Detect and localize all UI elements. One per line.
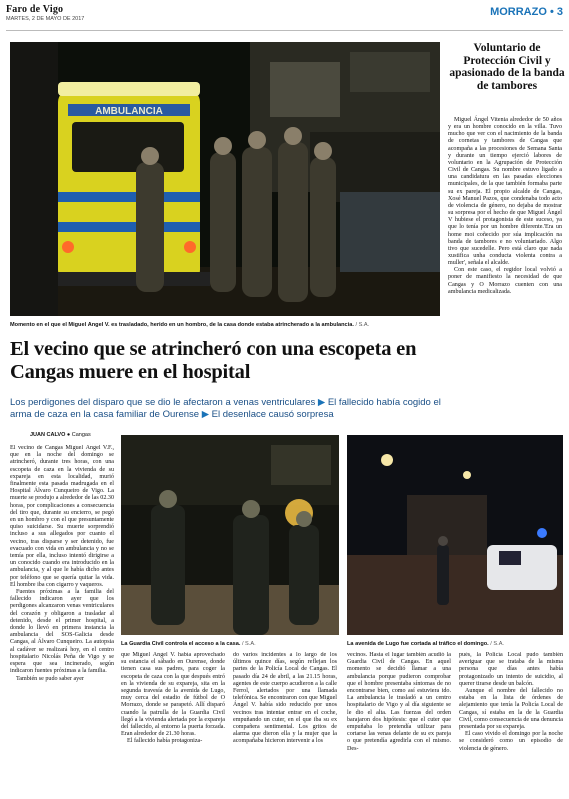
article-paragraph: vecinos. Hasta el lugar también acudió la Guardia Civil de Cangas. En aquel momento se decidió llamar a una ambulancia porque pudieron comprobar que el hombre presentaba síntomas de no encontrarse bien, como así estuviera ido. La ambulancia le trasladó a un centro hospitalario de Vigo y al día siguiente se le dio el alta. Las fuerzas del orden barajaron dos hipótesis: que el cuter que empuñaba lo pretendía utilizar para cortarse las venas delante de su ex pareja o que pretendía agredirla con el mismo. Des- [347,652,451,752]
header-rule [6,30,563,31]
avenida-photo [347,435,563,635]
article-paragraph: que Miguel Ángel V. había aprovechado su estancia el sábado en Ourense, donde tienen casa sus padres, para coger la escopeta de caza con la que después entró en la vivienda de su expareja, sita en la segunda travesía de la avenida de Lugo, muy cerca del estadio de fútbol de O Morrazo, donde se parapetó. Allí disparó cuando la patrulla de la Guardia Civil llegó a la vivienda alertada por la expareja del fallecido, al entorno la puerta forzada. Eran alrededor de 21.30 horas. [121,652,225,738]
article-paragraph: El fallecido había protagoniza- [127,738,203,745]
night-ambulance-scene [10,42,440,316]
avenida-credit: / S.A. [490,641,504,647]
article-paragraph: También se pudo saber ayer [16,675,84,682]
guardia-civil-credit: / S.A. [241,641,256,647]
avenida-scene [347,435,563,635]
main-photo [10,42,440,316]
article-paragraph: Aunque el nombre del fallecido no estaba en la lista de órdenes de alejamiento que tenía la Policía Local de Cangas, sí estaba en la de la Guardia Civil, como consecuencia de una denuncia presentada por su expareja. [459,688,563,731]
article-paragraph: El caso vivido el domingo por la noche se consideró como un episodio de violencia de género. [459,731,563,752]
article-paragraph: El vecino de Cangas Miguel Ángel V.F., que en la noche del domingo se atrincheró, durante tres horas, con una escopeta de caza en la vivienda de su expareja en esta localidad, murió finalmente esta pasada madrugada en el Hospital Álvaro Cunqueiro de Vigo. La muerte se produjo a alrededor de las 02.30 horas, por complicaciones a consecuencia del tiro que, durante su encierro, se pegó en un hombro y con el que presuntamente quiso suicidarse. Su muerte sorprendió incluso a sus allegados por cuanto el vecino, tras disparse y ser detenido, fue evacuado con vida en ambulancia y no se temía por ella, incluso intentó dirigirse a un conocido cuando era introducido en la ambulancia, y al que le había dicho antes por teléfono que se quería quitar la vida. El hombre iba con cigarro y vaqueros. [10,445,114,588]
section-label: MORRAZO • 3 [490,6,563,18]
article-column-2 [121,652,225,797]
main-photo-caption-text: Momento en el que el Miguel Ángel V. es trasladado, herido en un hombro, de la casa donde estaba atrincherado a la ambulancia. [10,322,354,328]
page-header [0,0,569,34]
newspaper-brand: Faro de Vigo [6,4,64,15]
main-photo-caption [10,322,450,329]
avenida-caption [347,641,565,648]
byline-author: JUAN CALVO [30,432,66,438]
triangle-icon: ▶ [201,408,209,420]
subhead-part-1: Los perdigones del disparo que se dio le afectaron a venas ventriculares [10,397,316,408]
article-paragraph: Fuentes próximas a la familia del fallecido indicaron ayer que los perdigones alcanzaron venas ventriculares del corazón y obligaron a trasladar al detenido, desde el primer hospital, a donde lo llevó en primera instancia la ambulancia del SOS-Galicia desde Cangas, al Álvaro Cunqueiro. La autopsia al cadáver se realizará hoy, en el centro hospitalario Nicolás Peña de Vigo y se espera que sea incinerado, según indicaron fuentes próximas a la familia. [10,589,114,675]
byline-place: Cangas [71,432,91,438]
subhead-part-3: El desenlace causó sorpresa [211,408,334,420]
bullet-icon: ● [66,432,71,438]
subhead-part-2: El fallecido había cogido el arma de caza en la casa familiar de Ourense [10,397,441,420]
article-column-5 [459,652,563,797]
article-headline: El vecino que se atrincheró con una escopeta en Cangas muere en el hospital [10,338,417,383]
article-column-1 [10,445,114,795]
avenida-caption-text: La avenida de Lugo fue cortada al tráfico el domingo. [347,641,489,647]
byline [30,432,91,438]
article-paragraph: pués, la Policía Local pudo también averiguar que se trataba de la misma persona que días antes había protagonizado un intento de suicidio, al querer tirarse desde un balcón. [459,652,563,687]
main-photo-credit: / S.A. [355,322,370,328]
guardia-civil-photo [121,435,339,635]
article-subhead [10,397,445,421]
sidebar-paragraph: Miguel Ángel Vitenia alrededor de 50 años y era un hombre conocido en la villa. Tuvo mucho que ver con el nacimiento de la banda de cornetas y tambores de Cangas que acompaña a las procesiones de Semana Santa y durante un tiempo ejerció labores de voluntario en la Agrupación de Protección Civil de Cangas. Su nombre estuvo ligado a una candidatura en las pasadas elecciones municipales, de la que también formaba parte su ex pareja. El propio alcalde de Cangas, Xosé Manuel Pazos, que condenaba todo acto de violencia de género, no dejaba de mostrar su sorpresa por el hecho de que Miguel Ángel V hubiese el protagonista de este suceso, ya que lo tenía por un hombre diferente.'Era un home moi coñecido por súa implicación na banda de tambores e no voluntariado. Algo tivo que sucedelle. Pero está claro que nada xustifica unha conducta violenta contra a muller', señala el alcalde. [448,117,562,267]
article-column-4 [347,652,451,797]
sidebar-body [448,117,562,296]
article-column-3 [233,652,337,797]
sidebar-headline: Voluntario de Protección Civil y apasionado de la banda de tambores [449,42,565,92]
guardia-civil-scene [121,435,339,635]
ambulance-label: AMBULANCIA [95,106,163,117]
sidebar-paragraph: Con este caso, el regidor local volvió a poner de manifiesto la necesidad de que Cangas y O Morrazo cuenten con una ambulancia medicalizada. [448,267,562,295]
article-paragraph: do varios incidentes a lo largo de los últimos quince días, según reflejan los partes de la Policía Local de Cangas. El pasado día 24 de abril, a las 21.15 horas, agentes de este cuerpo acudieron a la calle Ferrol, alertados por una llamada telefónica. Se encontraron con que Miguel Ángel V. había sido reducido por unos vecinos tras intentar entrar en el coche, empuñando un cuter, en el que iba su ex compañera sentimental. Los gritos de alarma que dieron ella y la mujer que la acompañaba hicieron intervenir a los [233,652,337,745]
triangle-icon: ▶ [317,397,326,408]
guardia-civil-caption-text: La Guardia Civil controla el acceso a la casa. [121,641,241,647]
issue-date: MARTES, 2 DE MAYO DE 2017 [6,16,85,22]
guardia-civil-caption [121,641,341,648]
